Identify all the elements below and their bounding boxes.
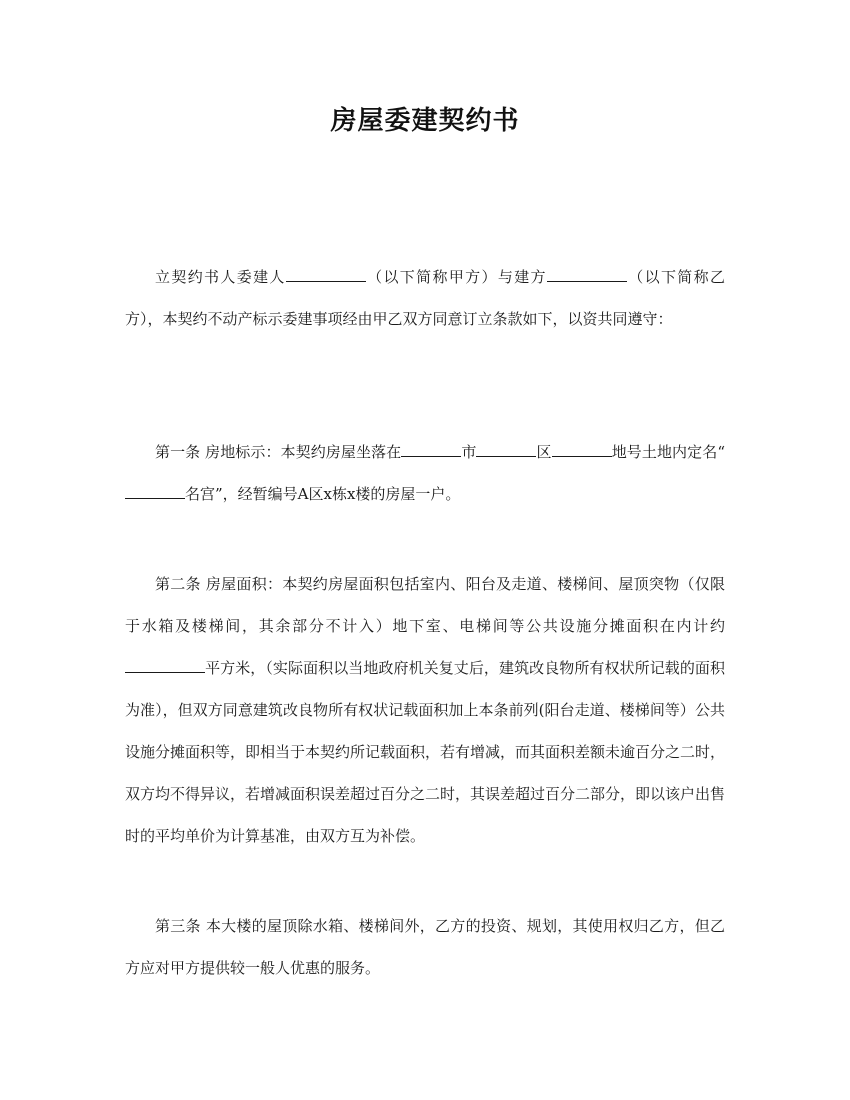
city-blank — [401, 441, 461, 457]
document-title: 房屋委建契约书 — [330, 106, 520, 136]
article-3-paragraph — [125, 905, 725, 989]
article-1-paragraph — [125, 431, 725, 515]
article-3-section — [125, 905, 725, 989]
preamble-text-1: 立契约书人委建人 — [155, 268, 286, 286]
preamble-paragraph — [125, 256, 725, 340]
preamble-text-2: （以下简称甲方）与建方 — [365, 268, 547, 286]
area-blank — [125, 657, 205, 673]
building-name-blank — [125, 483, 185, 499]
article-1-section — [125, 431, 725, 515]
preamble-text-3: （以下简称乙方），本契约不动产标示委建事项经由甲乙双方同意订立条款如下，以资共同遵守： — [125, 268, 725, 328]
preamble-section — [125, 256, 725, 340]
article-2-text-2: 平方米，（实际面积以当地政府机关复丈后，建筑改良物所有权状所记载的面积为准），但双方同意建筑改良物所有权状记载面积加上本条前列(阳台走道、楼梯间等）公共设施分摊面积等，即相当于本契约所记载面积，若有增减，而其面积差额未逾百分之二时，双方均不得异议，若增减面积误差超过百分之二时，其误差超过百分二部分，即以该户出售时的平均单价为计算基准，由双方互为补偿。 — [125, 659, 726, 845]
article-3-text-1: 第三条 本大楼的屋顶除水箱、楼梯间外，乙方的投资、规划，其使用权归乙方，但乙方应对甲方提供较一般人优惠的服务。 — [125, 917, 725, 977]
builder-name-blank — [547, 266, 627, 282]
article-1-text-5: 名宫”，经暂编号A区x栋x楼的房屋一户。 — [185, 485, 461, 503]
article-2-section — [125, 563, 725, 857]
article-1-text-3: 区 — [536, 443, 552, 461]
lot-number-blank — [552, 441, 612, 457]
article-1-text-2: 市 — [461, 443, 477, 461]
article-1-text-4: 地号土地内定名“ — [611, 443, 725, 461]
article-1-text-1: 第一条 房地标示：本契约房屋坐落在 — [155, 443, 402, 461]
district-blank — [476, 441, 536, 457]
article-2-paragraph — [125, 563, 725, 857]
article-2-text-1: 第二条 房屋面积：本契约房屋面积包括室内、阳台及走道、楼梯间、屋顶突物（仅限于水箱及楼梯间，其余部分不计入）地下室、电梯间等公共设施分摊面积在内计约 — [125, 575, 725, 635]
client-name-blank — [286, 266, 366, 282]
